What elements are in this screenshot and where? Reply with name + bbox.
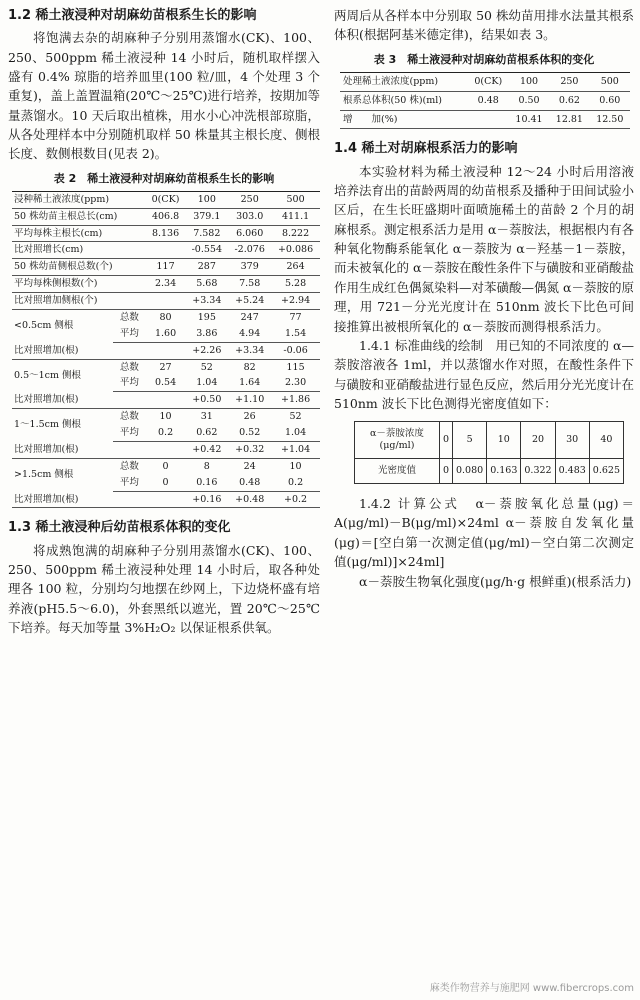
table-cell: 1.64 bbox=[228, 375, 271, 391]
table-cell: 27 bbox=[159, 361, 172, 373]
section-1-4-1-paragraph: 1.4.1 标准曲线的绘制 用已知的不同浓度的 α—萘胺溶液各 1ml，并以蒸馏水作对照，在酸性条件下与磺胺和亚硝酸盐进行显色反应，然后用分光光度计在 510nm 波长下比色测得光密度值如下： bbox=[334, 337, 635, 412]
section-1-4-paragraph: 本实验材料为稀土液浸种 12～24 小时后用溶液培养法育出的苗龄两周的幼苗根系及播种于田间试验小区后，在生长旺盛期叶面喷施稀土的苗龄 2 个月的胡麻根系。测定根系活力是用 α－萘胺法，根据根内有各种氧化物酶系能氧化 α－萘胺为 α－羟基－1－萘胺，而未被氧化的 α－萘胺在酸性条件下与磺胺和亚硝酸盐作用生成红色偶氮染料—对苯磺酸—偶氮 α－萘胺的原理，用 721－分光光度计在 510nm 波长下比色可间接推算出被根所氧化的 α－萘胺而测得根系活力。 bbox=[334, 163, 635, 334]
section-1-2-paragraph: 将饱满去杂的胡麻种子分别用蒸馏水(CK)、100、250、500ppm 稀土液浸种 14 小时后，随机取样摆入盛有 0.4% 琼脂的培养皿里(100 粒/皿，4 个处理 3 个重复)，盖上盖置温箱(20℃～25℃)进行培养，按期加等量蒸馏水。10 天后取出植株，用水小心冲洗根部琼脂，从各处理样本中分别随机取样 50 株量其主根长度、侧根长度、数侧根数目(见表 2)。 bbox=[8, 30, 320, 162]
table-row bbox=[340, 91, 630, 110]
table-cell: -0.06 bbox=[271, 342, 320, 359]
table-cell: 40 bbox=[589, 422, 623, 459]
table-cell: 5 bbox=[452, 422, 486, 459]
table-cell: 303.0 bbox=[228, 208, 271, 225]
row-sublabel: 平均 bbox=[113, 475, 146, 491]
section-1-4-2-paragraph: 1.4.2 计算公式 α－萘胺氧化总量(μg)＝A(μg/ml)－B(μg/ml)×24ml α－萘胺自发氧化量(μg)＝[空白第一次测定值(μg/ml)－空白第二次测定值(μg/ml)]×24ml] bbox=[334, 496, 634, 570]
table-header-cell: 浸种稀土液浓度(ppm) bbox=[12, 191, 146, 208]
table-cell: +0.42 bbox=[185, 441, 228, 458]
table-cell: 2.30 bbox=[271, 375, 320, 391]
table-cell: 0.48 bbox=[468, 91, 509, 110]
table-cell: 1.04 bbox=[271, 425, 320, 441]
table-cell: 0.16 bbox=[185, 475, 228, 491]
row-sublabel: 平均 bbox=[113, 375, 146, 391]
table-cell: 30 bbox=[555, 422, 589, 459]
table-cell: 12.50 bbox=[590, 110, 630, 129]
row-label: 比对照增加(根) bbox=[12, 441, 146, 458]
table-cell: +5.24 bbox=[228, 293, 271, 310]
table-cell: 0.483 bbox=[555, 459, 589, 484]
table-cell: +0.086 bbox=[271, 242, 320, 259]
row-sublabel: 平均 bbox=[113, 326, 146, 342]
table-cell: 0 bbox=[439, 422, 452, 459]
table-cell: 115 bbox=[286, 361, 305, 373]
row-label: 比对照增加侧根(个) bbox=[12, 293, 146, 310]
table-header-cell: 250 bbox=[228, 191, 271, 208]
table-cell: 80 bbox=[159, 311, 172, 323]
table-cell: 0.163 bbox=[487, 459, 521, 484]
table-cell: 20 bbox=[521, 422, 555, 459]
table-header-cell: 0(CK) bbox=[468, 72, 509, 91]
table-3-caption: 表 3 稀土液浸种对胡麻幼苗根系体积的变化 bbox=[373, 52, 595, 66]
table-row bbox=[340, 110, 630, 129]
table-cell: 379 bbox=[228, 259, 271, 276]
table-cell: 7.58 bbox=[228, 276, 271, 293]
left-column bbox=[8, 6, 326, 637]
table-cell: 1.54 bbox=[271, 326, 320, 342]
row-label: 光密度值 bbox=[355, 459, 440, 484]
row-sublabel: 总数 bbox=[119, 361, 139, 373]
table-cell: 6.060 bbox=[228, 225, 271, 242]
table-cell: 406.8 bbox=[146, 208, 186, 225]
table-cell: 0.52 bbox=[228, 425, 271, 441]
table-3 bbox=[340, 72, 630, 130]
table-cell: 0.625 bbox=[589, 459, 623, 484]
table-row bbox=[12, 225, 320, 242]
table-header-cell: 500 bbox=[590, 72, 630, 91]
table-cell: 77 bbox=[289, 311, 302, 323]
row-label: 根系总体积(50 株)(ml) bbox=[340, 91, 468, 110]
table-cell: 0.2 bbox=[146, 425, 186, 441]
table-cell: 0.62 bbox=[549, 91, 589, 110]
table-cell: 0 bbox=[146, 475, 186, 491]
table-cell: 195 bbox=[197, 311, 216, 323]
table-cell: 31 bbox=[200, 411, 213, 423]
section-1-2-title: 1.2 稀土液浸种对胡麻幼苗根系生长的影响 bbox=[8, 8, 257, 23]
table-row bbox=[355, 422, 624, 459]
table-cell bbox=[146, 242, 186, 259]
table-cell: 5.28 bbox=[271, 276, 320, 293]
row-sublabel: 总数 bbox=[119, 311, 139, 323]
table-2 bbox=[12, 191, 320, 509]
table-cell: +0.16 bbox=[185, 491, 228, 508]
table-cell: 117 bbox=[146, 259, 186, 276]
table-cell: +3.34 bbox=[185, 293, 228, 310]
table-cell: 8.136 bbox=[146, 225, 186, 242]
table-cell: 5.68 bbox=[185, 276, 228, 293]
right-column bbox=[334, 6, 634, 591]
table-row bbox=[12, 359, 320, 375]
table-cell: 8 bbox=[203, 460, 210, 472]
table-cell: +2.94 bbox=[271, 293, 320, 310]
table-cell: +1.10 bbox=[228, 392, 271, 409]
group-label: <0.5cm 侧根 bbox=[14, 320, 74, 332]
table-cell: +0.2 bbox=[271, 491, 320, 508]
section-1-3-paragraph: 将成熟饱满的胡麻种子分别用蒸馏水(CK)、100、250、500ppm 稀土液浸种处理 14 小时后，取各种处理各 100 粒，分别均匀地摆在纱网上，下边烧杯盛有培养液(pH5.5～6.0)，外套黑纸以遮光，置 20℃～25℃下培养。每天加等量 3%H₂O₂ 以保证根系供氧。 bbox=[8, 542, 320, 636]
table-cell: 1.60 bbox=[146, 326, 186, 342]
table-cell: +2.26 bbox=[185, 342, 228, 359]
table-row bbox=[355, 459, 624, 484]
table-row bbox=[12, 409, 320, 425]
table-row bbox=[12, 491, 320, 508]
table-header-cell: 100 bbox=[185, 191, 228, 208]
table-cell: 0.60 bbox=[590, 91, 630, 110]
row-label: 比对照增加(根) bbox=[12, 491, 146, 508]
table-cell: +0.48 bbox=[228, 491, 271, 508]
row-sublabel: 总数 bbox=[119, 411, 139, 423]
table-cell: 0.48 bbox=[228, 475, 271, 491]
table-cell: 0 bbox=[162, 460, 169, 472]
section-1-4-2-formula: α－萘胺生物氧化强度(μg/h·g 根鲜重)(根系活力) bbox=[359, 573, 632, 589]
row-label: 比对照增加(根) bbox=[12, 342, 146, 359]
table-cell bbox=[146, 342, 186, 359]
row-label: 增 加(%) bbox=[340, 110, 468, 129]
table-cell bbox=[146, 491, 186, 508]
table-cell: 7.582 bbox=[185, 225, 228, 242]
table-cell: +0.50 bbox=[185, 392, 228, 409]
row-label: 比对照增加(根) bbox=[12, 392, 146, 409]
table-cell: 0.2 bbox=[271, 475, 320, 491]
table-cell: 3.86 bbox=[185, 326, 228, 342]
table-row bbox=[12, 293, 320, 310]
group-label: >1.5cm 侧根 bbox=[14, 469, 74, 480]
table-header-cell: 处理稀土液浓度(ppm) bbox=[340, 72, 468, 91]
table-cell: 379.1 bbox=[185, 208, 228, 225]
section-1-3-continued: 两周后从各样本中分别取 50 株幼苗用排水法量其根系体积(根据阿基米德定律)，结果如表 3。 bbox=[334, 8, 634, 43]
row-label: 平均每株侧根数(个) bbox=[12, 276, 146, 293]
table-cell: 26 bbox=[243, 411, 256, 423]
group-label: 1～1.5cm 侧根 bbox=[14, 419, 82, 431]
section-1-4-title: 1.4 稀土对胡麻根系活力的影响 bbox=[334, 141, 518, 157]
table-cell: 82 bbox=[243, 361, 256, 373]
table-header-cell: 0(CK) bbox=[146, 191, 186, 208]
table-cell: 10.41 bbox=[509, 110, 549, 129]
table-row bbox=[12, 208, 320, 225]
table-cell: 52 bbox=[289, 411, 302, 423]
table-cell: +1.04 bbox=[271, 441, 320, 458]
table-2-caption: 表 2 稀土液浸种对胡麻幼苗根系生长的影响 bbox=[53, 171, 275, 185]
table-cell: +1.86 bbox=[271, 392, 320, 409]
table-cell bbox=[146, 392, 186, 409]
table-cell: 247 bbox=[240, 311, 259, 323]
table-row bbox=[12, 392, 320, 409]
table-row bbox=[12, 458, 320, 474]
row-label: α－萘胺浓度(μg/ml) bbox=[355, 422, 440, 459]
group-label: 0.5～1cm 侧根 bbox=[14, 369, 82, 381]
row-sublabel: 平均 bbox=[113, 425, 146, 441]
table-header-cell: 500 bbox=[271, 191, 320, 208]
row-label: 50 株幼苗主根总长(cm) bbox=[12, 208, 146, 225]
table-cell: 52 bbox=[200, 361, 213, 373]
table-cell bbox=[146, 293, 186, 310]
row-sublabel: 总数 bbox=[119, 460, 139, 472]
table-cell: 0 bbox=[439, 459, 452, 484]
table-cell: +0.32 bbox=[228, 441, 271, 458]
table-row bbox=[340, 72, 630, 91]
standard-curve-table bbox=[354, 421, 624, 484]
table-cell: 10 bbox=[289, 460, 302, 472]
table-row bbox=[12, 259, 320, 276]
table-cell: 12.81 bbox=[549, 110, 589, 129]
watermark: 麻类作物营养与施肥网 www.fibercrops.com bbox=[429, 982, 634, 994]
table-cell: 0.50 bbox=[509, 91, 549, 110]
table-cell: 24 bbox=[243, 460, 256, 472]
table-cell: 264 bbox=[271, 259, 320, 276]
table-cell bbox=[146, 441, 186, 458]
table-cell: -0.554 bbox=[185, 242, 228, 259]
table-cell bbox=[468, 110, 509, 129]
row-label: 平均每株主根长(cm) bbox=[12, 225, 146, 242]
table-cell: 0.080 bbox=[452, 459, 486, 484]
table-row bbox=[12, 191, 320, 208]
table-cell: 0.54 bbox=[146, 375, 186, 391]
table-cell: 411.1 bbox=[271, 208, 320, 225]
table-row bbox=[12, 242, 320, 259]
table-cell: 1.04 bbox=[185, 375, 228, 391]
table-cell: 8.222 bbox=[271, 225, 320, 242]
table-row bbox=[12, 342, 320, 359]
row-label: 50 株幼苗侧根总数(个) bbox=[12, 259, 146, 276]
table-cell: +3.34 bbox=[228, 342, 271, 359]
table-row bbox=[12, 309, 320, 325]
table-cell: 10 bbox=[159, 411, 172, 423]
table-cell: 10 bbox=[487, 422, 521, 459]
table-header-cell: 100 bbox=[509, 72, 549, 91]
table-cell: 0.322 bbox=[521, 459, 555, 484]
table-row bbox=[12, 276, 320, 293]
table-cell: 4.94 bbox=[228, 326, 271, 342]
table-cell: 0.62 bbox=[185, 425, 228, 441]
table-header-cell: 250 bbox=[549, 72, 589, 91]
row-label: 比对照增长(cm) bbox=[12, 242, 146, 259]
table-row bbox=[12, 441, 320, 458]
table-cell: 2.34 bbox=[146, 276, 186, 293]
section-1-3-title: 1.3 稀土液浸种后幼苗根系体积的变化 bbox=[8, 520, 231, 536]
table-cell: 287 bbox=[185, 259, 228, 276]
table-cell: -2.076 bbox=[228, 242, 271, 259]
